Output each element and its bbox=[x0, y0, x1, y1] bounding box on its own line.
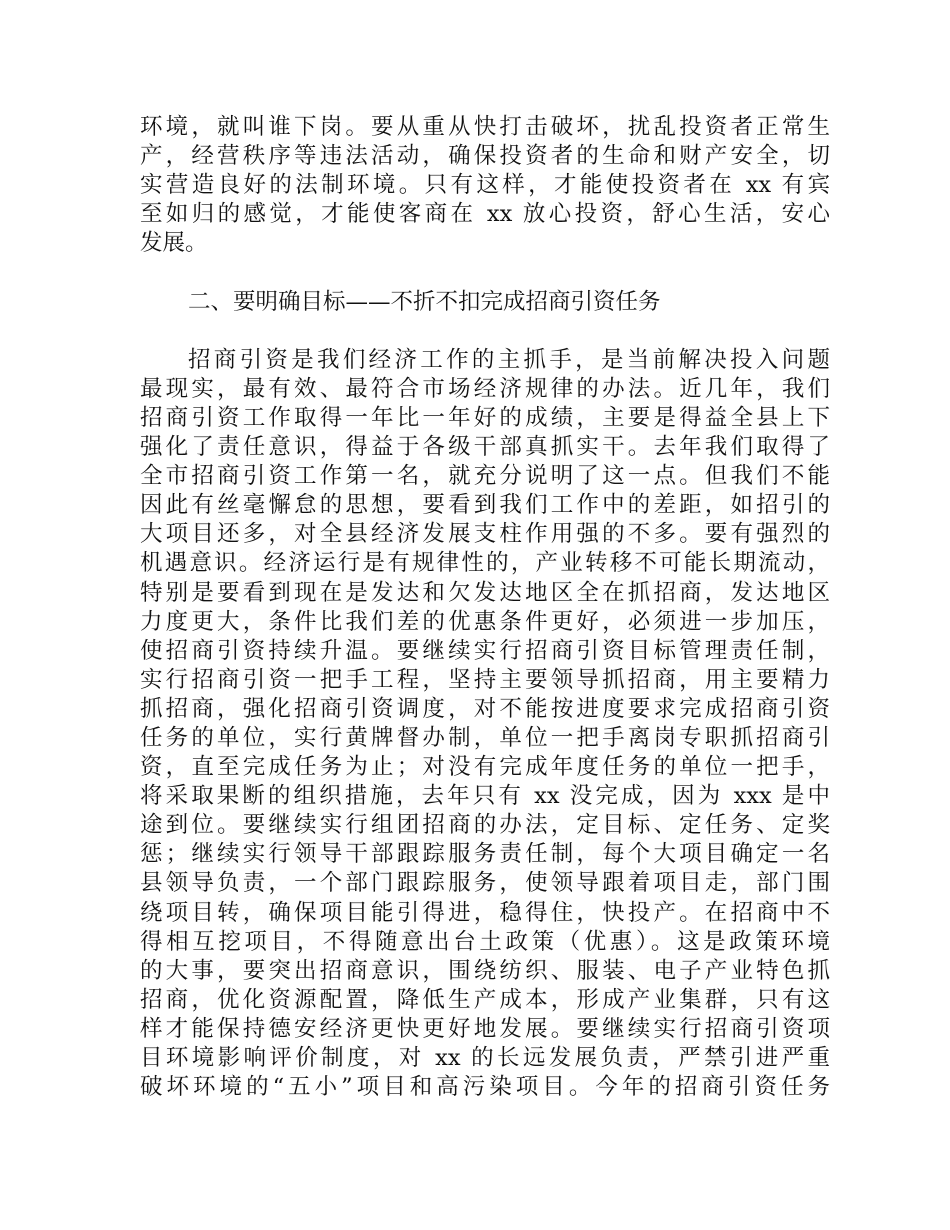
text-line: 资，直至完成任务为止；对没有完成年度任务的单位一把手， bbox=[140, 754, 830, 781]
text-line: 强化了责任意识，得益于各级干部真抓实干。去年我们取得了 bbox=[140, 434, 830, 461]
text-line: 途到位。要继续实行组团招商的办法，定目标、定任务、定奖 bbox=[140, 812, 830, 839]
text-line: 力度更大，条件比我们差的优惠条件更好，必须进一步加压， bbox=[140, 608, 830, 635]
text-line: 招商，优化资源配置，降低生产成本，形成产业集群，只有这 bbox=[140, 986, 830, 1013]
text-line: 目环境影响评价制度，对 xx 的长远发展负责，严禁引进严重 bbox=[140, 1045, 830, 1071]
text-line: 招商引资是我们经济工作的主抓手，是当前解决投入问题 bbox=[188, 346, 830, 373]
text-line: 抓招商，强化招商引资调度，对不能按进度要求完成招商引资 bbox=[140, 695, 830, 722]
text-line: 产，经营秩序等违法活动，确保投资者的生命和财产安全，切 bbox=[140, 143, 830, 170]
document-body bbox=[140, 113, 830, 1102]
text-line: 样才能保持德安经济更快更好地发展。要继续实行招商引资项 bbox=[140, 1015, 830, 1042]
text-line: 惩；继续实行领导干部跟踪服务责任制，每个大项目确定一名 bbox=[140, 841, 830, 868]
section-heading: 二、要明确目标——不折不扣完成招商引资任务 bbox=[188, 288, 661, 315]
text-line: 发展。 bbox=[140, 230, 208, 257]
text-line: 将采取果断的组织措施，去年只有 xx 没完成，因为 xxx 是中 bbox=[140, 783, 830, 810]
text-line: 全市招商引资工作第一名，就充分说明了这一点。但我们不能 bbox=[140, 463, 830, 490]
text-line: 实营造良好的法制环境。只有这样，才能使投资者在 xx 有宾 bbox=[140, 172, 830, 199]
text-line: 环境，就叫谁下岗。要从重从快打击破坏，扰乱投资者正常生 bbox=[140, 114, 830, 140]
text-line: 因此有丝毫懈怠的思想，要看到我们工作中的差距，如招引的 bbox=[140, 492, 830, 519]
text-line: 机遇意识。经济运行是有规律性的，产业转移不可能长期流动， bbox=[140, 550, 830, 577]
text-line: 绕项目转，确保项目能引得进，稳得住，快投产。在招商中不 bbox=[140, 899, 830, 926]
text-line: 大项目还多，对全县经济发展支柱作用强的不多。要有强烈的 bbox=[140, 521, 830, 548]
text-line: 破坏环境的“五小”项目和高污染项目。今年的招商引资任务 bbox=[140, 1074, 830, 1101]
text-line: 得相互挖项目，不得随意出台土政策（优惠）。这是政策环境 bbox=[140, 928, 830, 955]
text-line: 特别是要看到现在是发达和欠发达地区全在抓招商，发达地区 bbox=[140, 579, 830, 606]
text-line: 实行招商引资一把手工程，坚持主要领导抓招商，用主要精力 bbox=[140, 666, 830, 693]
text-line: 招商引资工作取得一年比一年好的成绩，主要是得益全县上下 bbox=[140, 404, 830, 431]
text-line: 使招商引资持续升温。要继续实行招商引资目标管理责任制， bbox=[140, 637, 830, 664]
text-line: 的大事，要突出招商意识，围绕纺织、服装、电子产业特色抓 bbox=[140, 957, 830, 984]
paragraph-1 bbox=[140, 113, 830, 258]
text-line: 至如归的感觉，才能使客商在 xx 放心投资，舒心生活，安心 bbox=[140, 201, 830, 228]
paragraph-2 bbox=[140, 346, 830, 1102]
text-line: 最现实，最有效、最符合市场经济规律的办法。近几年，我们 bbox=[140, 375, 830, 402]
text-line: 任务的单位，实行黄牌督办制，单位一把手离岗专职抓招商引 bbox=[140, 724, 830, 751]
text-line: 县领导负责，一个部门跟踪服务，使领导跟着项目走，部门围 bbox=[140, 870, 830, 897]
